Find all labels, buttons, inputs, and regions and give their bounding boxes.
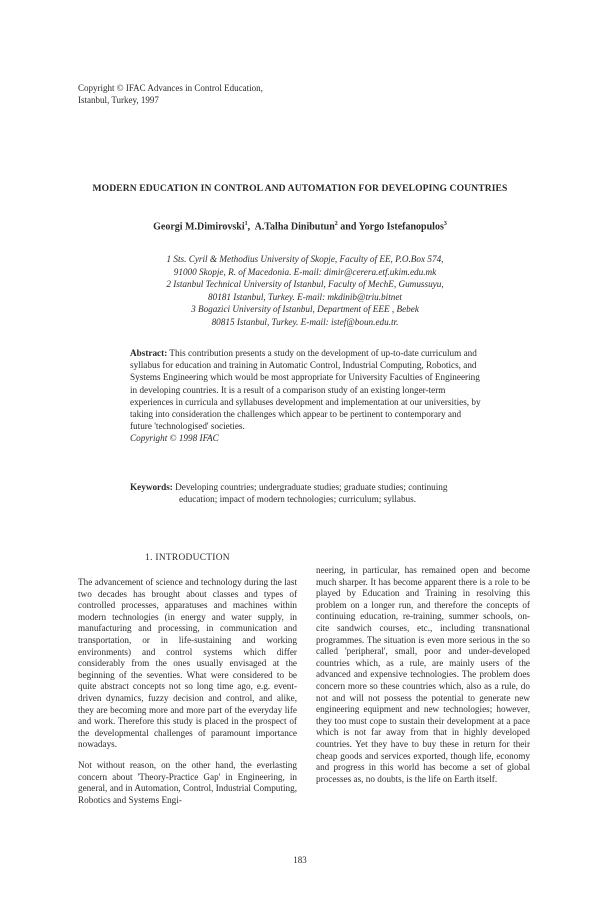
abstract-label: Abstract: <box>130 348 168 358</box>
abstract-block <box>130 347 484 445</box>
page-number: 183 <box>293 855 307 865</box>
copyright-notice <box>78 82 263 106</box>
keywords-line-1: Developing countries; undergraduate studies; graduate studies; continuing <box>175 482 448 492</box>
author-2-superscript: 2 <box>334 221 338 227</box>
keywords-label: Keywords: <box>130 482 173 492</box>
affiliations <box>90 253 520 329</box>
abstract-text: This contribution presents a study on the development of up-to-date curriculum and syllabus for education and training in Automatic Control, Industrial Computing, Robotics, and Systems Engineering which would be most appropriate for University Faculties of Engineering in developing countries. It is a result of a comparison study of an existing longer-term experiences in curricula and syllabuses development and implementation at our universities, by taking into consideration the challenges which appear to be pertinent to contemporary and future 'technologised' societies. <box>130 348 481 432</box>
abstract-copyright: Copyright © 1998 IFAC <box>130 433 219 444</box>
author-list <box>0 221 600 232</box>
copyright-line-2: Istanbul, Turkey, 1997 <box>78 95 159 105</box>
affiliation-line-2: 91000 Skopje, R. of Macedonia. E-mail: dimir@cerera.etf.ukim.edu.mk <box>173 266 437 277</box>
author-3: Yorgo Istefanopulos <box>358 221 444 233</box>
affiliation-line-3: 2 Istanbul Technical University of Istanbul, Faculty of MechE, Gumussuyu, <box>166 279 444 290</box>
copyright-line-1: Copyright © IFAC Advances in Control Education, <box>78 83 263 93</box>
author-separator-2: and <box>337 221 359 233</box>
right-column <box>316 565 530 794</box>
left-column <box>78 577 297 815</box>
affiliation-line-1: 1 Sts. Cyril & Methodius University of Skopje, Faculty of EE, P.O.Box 574, <box>166 254 444 264</box>
author-2: A.Talha Dinibutun <box>254 221 335 233</box>
paragraph-1: The advancement of science and technology during the last two decades has brought about classes and types of controlled processes, apparatuses and machines within modern technologies (in energy and water supply, in manufacturing and processing, in communication and transportation, or in life-sustaining and working environments) and control systems which differ considerably from the ones usually envisaged at the beginning of the seventies. What were considered to be quite abstract concepts not so long time ago, e.g. event-driven dynamics, fuzzy decision and control, and alike, they are becoming more and more part of the everyday life and work. Therefore this study is placed in the prospect of the developmental challenges of paramount importance nowadays. <box>78 577 297 750</box>
author-1-superscript: 1 <box>244 221 248 227</box>
paragraph-2: Not without reason, on the other hand, the everlasting concern about 'Theory-Practice Gap' in Engineering, in general, and in Automation, Control, Industrial Computing, Robotics and Systems Engi- <box>78 759 297 805</box>
keywords-line-2: education; impact of modern technologies; curriculum; syllabus. <box>179 494 417 505</box>
affiliation-line-6: 80815 Istanbul, Turkey. E-mail: istef@boun.edu.tr. <box>211 316 399 327</box>
keywords-block <box>130 481 484 506</box>
author-separator-1: , <box>247 221 255 233</box>
paper-title: MODERN EDUCATION IN CONTROL AND AUTOMATION FOR DEVELOPING COUNTRIES <box>92 183 508 194</box>
paragraph-3: neering, in particular, has remained open and become much sharper. It has become apparent there is a role to be played by Education and Training in resolving this problem on a longer run, and therefore the concepts of continuing education, re-training, summer schools, on-cite sandwich courses, etc., including transnational programmes. The situation is even more serious in the so called 'peripheral', small, poor and under-developed countries which, as a rule, are mainly users of the advanced and expensive technologies. The problem does concern more so these countries which, also as a rule, do not and will not possess the potential to generate new engineering equipment and new technologies; however, they too must cope to sustain their development at a pace which is not far away from that in highly developed countries. Yet they have to buy these in return for their cheap goods and services exported, though life, economy and progress in this world has become a set of global processes as, no doubts, is the life on Earth itself. <box>316 565 530 784</box>
section-heading-introduction: 1. INTRODUCTION <box>145 553 230 563</box>
affiliation-line-4: 80181 Istanbul, Turkey. E-mail: mkdinib@triu.bitnet <box>208 291 402 302</box>
author-3-superscript: 3 <box>443 221 447 227</box>
author-1: Georgi M.Dimirovski <box>153 221 245 233</box>
affiliation-line-5: 3 Bogazici University of Istanbul, Department of EEE , Bebek <box>191 304 419 315</box>
